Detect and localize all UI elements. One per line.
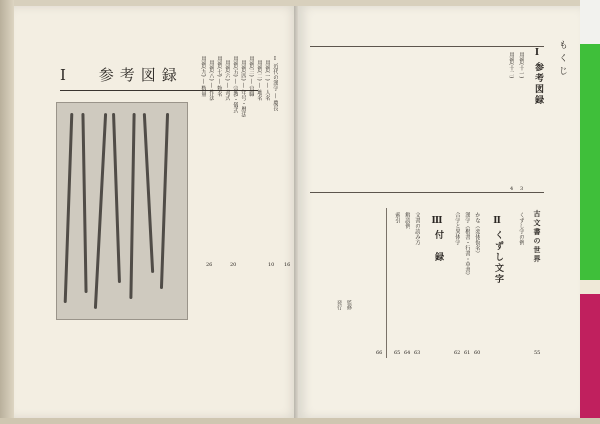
page-number: 4 bbox=[510, 186, 514, 192]
toc-line: 用例(四) — 年号・暦法 bbox=[240, 60, 246, 118]
toc-line: 解読例 bbox=[404, 212, 410, 229]
edge-tab-cream bbox=[580, 280, 600, 294]
toc-mid-rule bbox=[310, 192, 544, 193]
lower-entry-heading: 古文書の世界 bbox=[533, 210, 542, 264]
ink-stroke bbox=[112, 113, 121, 283]
ink-stroke bbox=[160, 113, 169, 289]
toc-line: 索引 bbox=[394, 212, 400, 223]
page-number: 65 bbox=[394, 350, 401, 356]
part1-label: Ⅰ bbox=[532, 48, 542, 60]
ink-stroke bbox=[94, 113, 107, 309]
toc-line: 用例(二) — 地名 bbox=[256, 60, 262, 101]
section-heading bbox=[60, 64, 183, 85]
edge-tab-white bbox=[580, 0, 600, 44]
mokuji-heading: もくじ bbox=[557, 40, 567, 79]
page-number: 20 bbox=[230, 262, 237, 268]
page-number: 64 bbox=[404, 350, 411, 356]
toc-line: 用例(八) — 作法 bbox=[208, 60, 214, 101]
part1-title: 参考図録 bbox=[533, 62, 543, 106]
page-number: 16 bbox=[284, 262, 291, 268]
colophon-line: 発行 bbox=[336, 300, 342, 310]
toc-line: 合字と異体字 bbox=[454, 212, 460, 245]
part2-label: Ⅱ bbox=[492, 216, 502, 228]
toc-line: 用例(六) — 書式 bbox=[224, 60, 230, 101]
colophon-line: 監修 bbox=[346, 300, 352, 310]
calligraphy-plate bbox=[56, 102, 188, 320]
page-number: 3 bbox=[520, 186, 524, 192]
toc-line: 文書の読み方 bbox=[414, 212, 420, 245]
toc-line: 用例(七) — 物名 bbox=[216, 56, 222, 97]
toc-line: 漢字（楷書・行書・草書） bbox=[464, 212, 470, 278]
page-number: 60 bbox=[474, 350, 481, 356]
toc-line: くずし字の例 bbox=[518, 212, 524, 245]
section-numeral: Ⅰ bbox=[60, 66, 72, 84]
toc-line: 用例(九) — 数量 bbox=[200, 56, 206, 97]
toc-line: 用例(十二) bbox=[508, 52, 514, 79]
toc-line: Ⅰ 近代の漢字 — 慶長 bbox=[272, 56, 278, 112]
section-title: 参考図録 bbox=[98, 66, 183, 84]
ink-stroke bbox=[129, 113, 135, 299]
page-edge-left bbox=[0, 0, 14, 424]
page-number: 10 bbox=[268, 262, 275, 268]
page-number: 62 bbox=[454, 350, 461, 356]
toc-line: 用例(三) — 官職 bbox=[248, 56, 254, 97]
toc-line: かな（変体仮名） bbox=[474, 212, 480, 256]
page-number: 55 bbox=[534, 350, 541, 356]
part2-title: くずし文字 bbox=[493, 230, 503, 285]
page-number: 63 bbox=[414, 350, 421, 356]
edge-tab-green bbox=[580, 44, 600, 280]
edge-tab-pink bbox=[580, 294, 600, 424]
ink-stroke bbox=[143, 113, 154, 273]
toc-top-rule bbox=[310, 46, 544, 47]
part3-title: 付 録 bbox=[433, 230, 443, 263]
part3-label: Ⅲ bbox=[432, 216, 442, 228]
page-edge-bottom bbox=[0, 418, 600, 424]
page-number: 26 bbox=[206, 262, 213, 268]
toc-line: 用例(五) — 宗教・儀式 bbox=[232, 56, 238, 114]
ink-stroke bbox=[64, 113, 74, 303]
page-number: 61 bbox=[464, 350, 471, 356]
toc-column-rule bbox=[386, 208, 387, 358]
toc-line: 用例(十一) bbox=[518, 52, 524, 79]
toc-line: 用例(一) — 人名 bbox=[264, 60, 270, 101]
ink-stroke bbox=[81, 113, 87, 293]
page-number: 66 bbox=[376, 350, 383, 356]
